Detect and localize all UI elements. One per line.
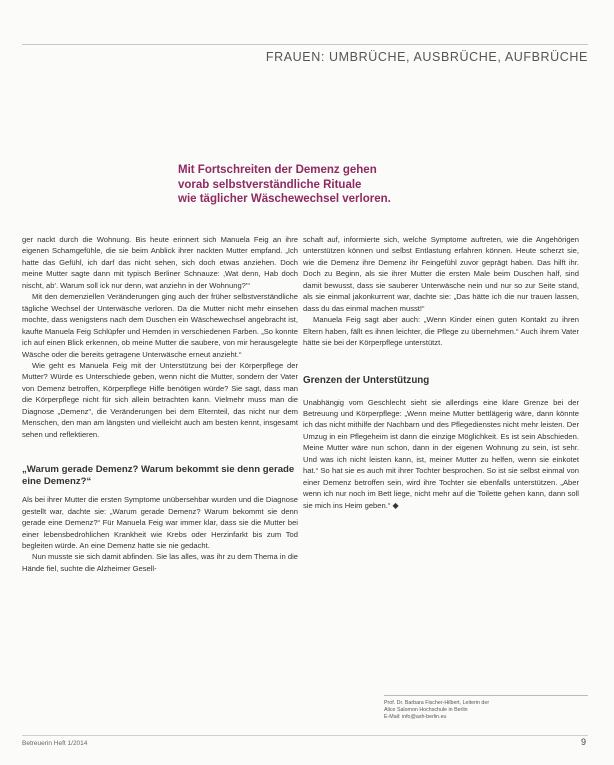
paragraph: schaft auf, informierte sich, welche Symptome auftreten, wie die Angehörigen unterstützen können und selbst Entlastung erfahren können. Heute scherzt sie, wie die Demenz ihre Demenz ihr Feingefühl zuvor geprägt haben. Das hilft ihr. Doch zu Beginn, als sie ihrer Mutter die ersten Male beim Duschen half, sind damit bewusst, dass sie sauberer Unterwäsche nein und nur so zur Seite stand, als sie einmal jakonkurrent war, dachte sie: „Das hätte ich die nur trauen lassen, dass du das einmal machen musst!“ xyxy=(303,235,579,313)
paragraph: Als bei ihrer Mutter die ersten Symptome unübersehbar wurden und die Diagnose gestellt war, dachte sie: „Warum gerade Demenz? Warum bekommt sie denn gerade eine Demenz?“ Für Manuela Feig war immer klar, dass sie die Mutter bei einer lebensbedrohlichen Krankheit wie Krebs oder Herzinfarkt bis zum Tod begleiten würde. An eine Demenz hatte sie nie gedacht. xyxy=(22,495,298,550)
end-mark-icon: ◆ xyxy=(392,500,399,510)
pull-quote-line: wie täglicher Wäschewechsel verloren. xyxy=(178,193,391,205)
paragraph: Wie geht es Manuela Feig mit der Unterstützung bei der Körperpflege der Mutter? Würde es Unterschiede geben, wenn nicht die Mutter, sondern der Vater von Demenz betroffen, Körperpflege Hilfe benötigen würde? Sie sagt, dass man die Körperpflege nicht für sich allein betrachten kann. Vielmehr muss man die Diagnose „Demenz“, die Veränderungen bei dem Elternteil, das nicht nur dem Menschen, den man am längsten und vielleicht auch am besten kennt, insgesamt sehen und reflektieren. xyxy=(22,360,298,439)
caption-line: E-Mail: info@ash-berlin.eu xyxy=(384,714,447,721)
caption-line: Prof. Dr. Barbara Fischer-Hilbert, Leiterin der xyxy=(384,700,490,706)
caption-line: Alice Salomon Hochschule in Berlin xyxy=(384,707,468,714)
paragraph: ger nackt durch die Wohnung. Bis heute erinnert sich Manuela Feig an ihre eigenen Schamgefühle, die sie beim Anblick ihrer nackten Mutter empfand. „Ich hatte das Gefühl, ich darf das nicht sehen, sich doch etwas anziehen. Doch meine Mutter sagte dann mit typisch Berliner Schnauze: ‚Wat denn, Hab doch nischt, ab'. Warum soll ick nur denn, wat anziehn in der Wohnung?'“ xyxy=(22,235,298,290)
pull-quote-line: Mit Fortschreiten der Demenz gehen xyxy=(178,164,377,176)
author-caption xyxy=(384,700,588,722)
paragraph: Nun musste sie sich damit abfinden. Sie las alles, was ihr zu dem Thema in die Hände fiel, suchte die Alzheimer Gesell- xyxy=(22,552,298,573)
paragraph xyxy=(303,397,579,512)
subhead-warum-demenz: „Warum gerade Demenz? Warum bekommt sie denn gerade eine Demenz?“ xyxy=(22,464,295,488)
header-rule xyxy=(22,44,588,45)
paragraph: Mit den demenziellen Veränderungen ging auch der früher selbstverständliche tägliche Wechsel der Unterwäsche verloren. Da die Mutter nicht mehr einsehen mochte, dass wenigstens nach dem Duschen ein Wäschewechsel angebracht ist, kaufte Manuela Feig Schlüpfer und Hemden in verschiedenen Farben. „So konnte ich auf einen Blick erkennen, ob meine Mutter die saubere, von mir herausgelegte Wäsche oder die bereits getragene Unterwäsche erneut anzieht.“ xyxy=(22,292,298,359)
article-right-column xyxy=(303,234,579,511)
caption-rule xyxy=(384,695,588,696)
subhead-grenzen: Grenzen der Unterstützung xyxy=(303,374,430,386)
section-title: FRAUEN: UMBRÜCHE, AUSBRÜCHE, AUFBRÜCHE xyxy=(265,50,588,64)
paragraph: Manuela Feig sagt aber auch: „Wenn Kinder einen guten Kontakt zu ihren Eltern haben, fällt es ihnen leichter, die Pflege zu übernehmen.“ Auch ihrem Vater hätte sie bei der Körperpflege unterstützt. xyxy=(303,315,579,348)
pull-quote xyxy=(178,163,478,207)
footer-publication: Betreuerin Heft 1/2014 xyxy=(22,740,88,747)
article-left-column xyxy=(22,234,298,574)
page-number: 9 xyxy=(580,737,586,747)
footer-rule xyxy=(22,735,588,736)
pull-quote-line: vorab selbstverständliche Rituale xyxy=(178,178,362,191)
paragraph-text: Unabhängig vom Geschlecht sieht sie allerdings eine klare Grenze bei der Betreuung und Körperpflege: „Wenn meine Mutter bettlägerig wäre, dann könnte ich das nicht mithilfe der Nachbarn und des Pflegedienstes nicht mehr leisten. Der Umzug in ein Pflegeheim ist dann die einzige Möglichkeit. Es ist sein Abschieden. Meine Mutter wäre nun schon, dann in der eigenen Wohnung zu sein, ist sehr. Und was ich nicht leisten kann, ist, meiner Mutter zu helfen, wenn sie einkotet hat.“ So hat sie es auch mit ihrer Tochter besprochen. So ist sie selbst einmal von einer Demenz betroffen sein, wird ihre Tochter sie ebenfalls unterstützen. „Aber wenn ich nur noch im Bett liege, nicht mehr auf die Toilette gehen kann, dann soll sie mich ins Heim geben.“ xyxy=(303,397,579,510)
